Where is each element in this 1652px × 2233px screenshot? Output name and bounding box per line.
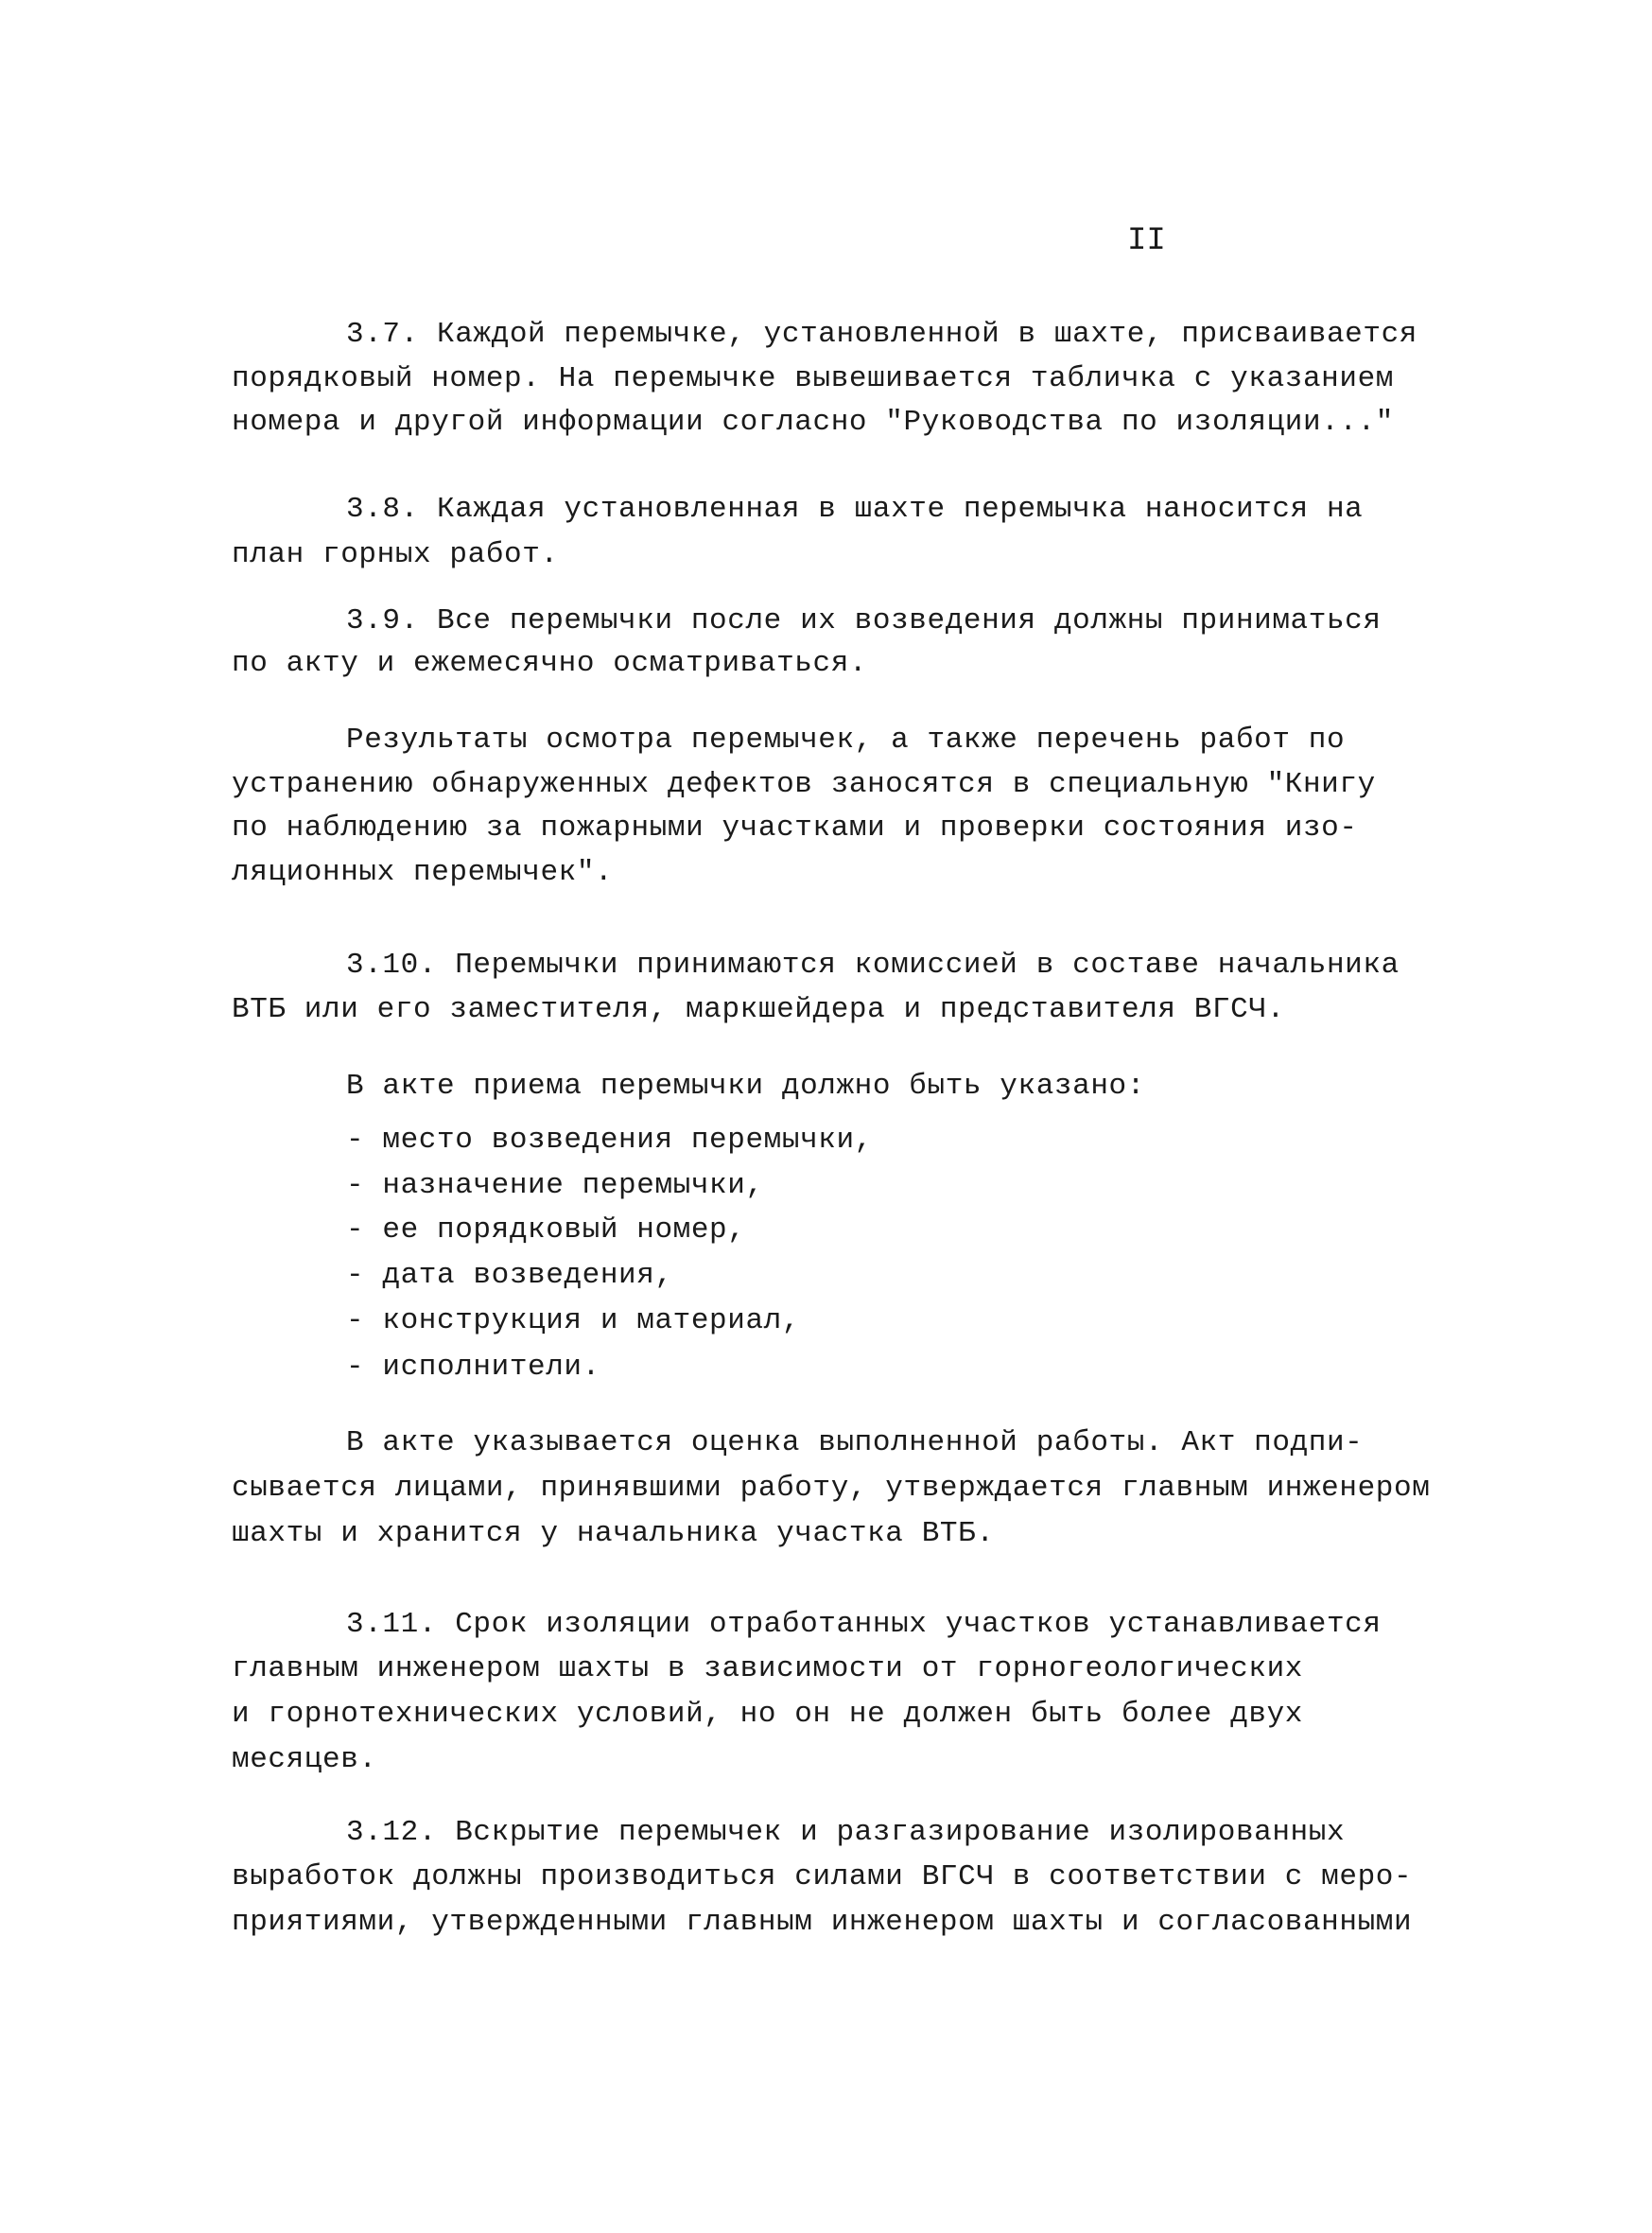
text-line: 3.9. Все перемычки после их возведения должны приниматься [346, 604, 1382, 637]
text-line: ВТБ или его заместителя, маркшейдера и представителя ВГСЧ. [232, 993, 1285, 1026]
list-item: - назначение перемычки, [346, 1169, 764, 1202]
text-line: приятиями, утвержденными главным инженером шахты и согласованными [232, 1906, 1413, 1939]
text-line: 3.10. Перемычки принимаются комиссией в составе начальника [346, 949, 1400, 982]
text-line: шахты и хранится у начальника участка ВТБ. [232, 1517, 995, 1550]
text-line: 3.8. Каждая установленная в шахте перемычка наносится на [346, 493, 1364, 526]
page-number: II [1127, 223, 1166, 259]
text-line: и горнотехнических условий, но он не должен быть более двух [232, 1698, 1303, 1731]
text-line: сывается лицами, принявшими работу, утверждается главным инженером [232, 1472, 1431, 1505]
text-line: выработок должны производиться силами ВГСЧ в соответствии с меро- [232, 1860, 1413, 1893]
text-line: по наблюдению за пожарными участками и проверки состояния изо- [232, 811, 1358, 845]
text-line: 3.12. Вскрытие перемычек и разгазирование изолированных [346, 1816, 1346, 1849]
text-line: В акте приема перемычки должно быть указано: [346, 1070, 1145, 1103]
text-line: план горных работ. [232, 538, 559, 571]
text-line: главным инженером шахты в зависимости от горногеологических [232, 1652, 1303, 1685]
text-line: устранению обнаруженных дефектов заносятся в специальную "Книгу [232, 768, 1376, 801]
text-line: по акту и ежемесячно осматриваться. [232, 647, 868, 680]
list-item: - конструкция и материал, [346, 1304, 801, 1337]
list-item: - исполнители. [346, 1351, 600, 1384]
list-item: - ее порядковый номер, [346, 1213, 746, 1247]
text-line: 3.11. Срок изоляции отработанных участков устанавливается [346, 1608, 1382, 1641]
list-item: - дата возведения, [346, 1259, 673, 1292]
list-item: - место возведения перемычки, [346, 1124, 873, 1157]
text-line: 3.7. Каждой перемычке, установленной в шахте, присваивается [346, 318, 1417, 351]
text-line: ляционных перемычек". [232, 856, 614, 889]
text-line: номера и другой информации согласно "Руководства по изоляции..." [232, 406, 1394, 439]
text-line: Результаты осмотра перемычек, а также перечень работ по [346, 724, 1346, 757]
text-line: порядковый номер. На перемычке вывешивается табличка с указанием [232, 362, 1394, 395]
text-line: В акте указывается оценка выполненной работы. Акт подпи- [346, 1426, 1364, 1459]
text-line: месяцев. [232, 1743, 377, 1776]
